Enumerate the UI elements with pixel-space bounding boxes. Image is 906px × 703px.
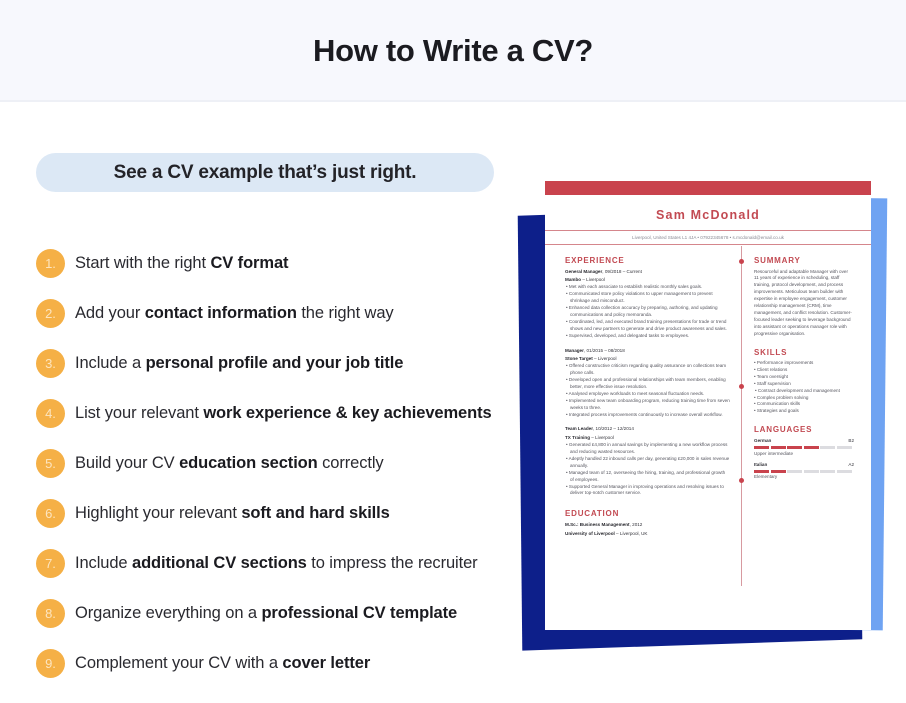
timeline-dot-icon	[739, 384, 744, 389]
skill-item: • Team oversight	[754, 373, 788, 379]
education-degree: M.Sc.: Business Management, 2012	[565, 521, 643, 527]
job-entry: Team Leader, 10/2012 – 12/2014 TX Training – Liverpool • Generated £4,800 in annual savings by implementing a new workflow process and reducing wasted resources. • Adeptly handled 22 inbound calls per day, generating £20,000 in sales revenue annually. • Managed team of 12, overseeing the hiring, training, and professional growth of employees. • Supported General Manager in improving operations and resolving issues to deliver top-notch customer service.	[565, 426, 730, 496]
skill-item: • Strategies and goals	[754, 408, 799, 414]
page-header	[0, 0, 906, 102]
steps-list	[36, 238, 516, 688]
timeline-dot-icon	[739, 478, 744, 483]
step-text: Build your CV education section correctly	[75, 453, 384, 472]
summary-text: Resourceful and adaptable Manager with over 11 years of experience in scheduling, staff training, protocol development, and process improvements. Meticulous team builder with expertise in employee engagement, customer relationship management (CRM), time management, and conflict resolution. Customer-focused leader seeking to leverage background into assistant or operations manager role with progressive organisation.	[754, 268, 852, 336]
cv-right-column	[754, 256, 854, 481]
education-heading: EDUCATION	[565, 509, 620, 519]
step-text: Complement your CV with a cover letter	[75, 653, 371, 672]
skill-item: • Communication skills	[754, 401, 801, 407]
skill-item: • Complex problem solving	[754, 394, 809, 400]
step-item-3[interactable]	[36, 338, 516, 388]
languages-heading: LANGUAGES	[754, 425, 813, 435]
job-entry: General Manager, 09/2018 – Current Mambo – Liverpool • Met with each associate to establish realistic monthly sales goals. • Communicated store policy violations to upper management to prevent shrinkage and misconduct. • Enhanced data collection accuracy by preparing, authoring, and updating communications and policy memoranda. • Coordinated, led, and executed brand training presentations for trade or trend shows and new partners to generate and drive product awareness and sales. • Supervised, developed, and delegated tasks to employees.	[565, 268, 727, 338]
step-item-4[interactable]	[36, 388, 516, 438]
step-number-badge: 2.	[36, 299, 65, 328]
cv-name: Sam McDonald	[656, 208, 760, 222]
skill-item: • Performance improvements	[754, 360, 814, 366]
step-item-7[interactable]	[36, 538, 516, 588]
step-number-badge: 5.	[36, 449, 65, 478]
language-item: German B2 Upper intermediate	[754, 437, 854, 456]
step-number-badge: 6.	[36, 499, 65, 528]
cv-example-button[interactable]: See a CV example that’s just right.	[36, 153, 494, 192]
step-number-badge: 1.	[36, 249, 65, 278]
experience-heading: EXPERIENCE	[565, 256, 625, 265]
step-text: Include additional CV sections to impress the recruiter	[75, 553, 478, 572]
cv-left-column	[565, 256, 730, 538]
step-number-badge: 8.	[36, 599, 65, 628]
skills-heading: SKILLS	[754, 347, 788, 357]
language-item: Italian A2 Elementary	[754, 461, 854, 480]
step-text: Organize everything on a professional CV template	[75, 603, 458, 622]
education-school: University of Liverpool – Liverpool, UK	[565, 530, 648, 536]
skill-item: • Contract development and management	[755, 387, 840, 393]
column-divider	[741, 246, 742, 586]
divider	[545, 230, 871, 231]
cv-accent-bar	[545, 181, 871, 195]
timeline-dot-icon	[739, 259, 744, 264]
step-text: Include a personal profile and your job title	[75, 353, 404, 372]
divider	[545, 244, 871, 245]
step-text: List your relevant work experience & key achievements	[75, 403, 492, 422]
job-entry: Manager, 01/2015 – 08/2018 Stone Target – Liverpool • Offered constructive criticism regarding quality assurance on collections team phone calls. • Developed open and professional relationships with team members, enabling better, more effective issue resolution. • Analysed employee workloads to meet seasonal fluctuation needs. • Implemented new team onboarding program, reducing training time from seven weeks to three. • Integrated process improvements continuously to increase overall workflow.	[565, 347, 730, 417]
step-item-8[interactable]	[36, 588, 516, 638]
skill-item: • Staff supervision	[754, 380, 791, 386]
step-item-6[interactable]	[36, 488, 516, 538]
cv-contact-line: Liverpool, United States L1 4JA • 07922345678 • s.mcdonald@email.co.uk	[632, 235, 784, 240]
step-number-badge: 7.	[36, 549, 65, 578]
language-level-bar	[754, 446, 854, 449]
step-item-1[interactable]	[36, 238, 516, 288]
skill-item: • Client relations	[754, 366, 788, 372]
summary-heading: SUMMARY	[754, 256, 801, 265]
step-text: Add your contact information the right way	[75, 303, 394, 322]
step-item-2[interactable]	[36, 288, 516, 338]
step-item-5[interactable]	[36, 438, 516, 488]
step-number-badge: 9.	[36, 649, 65, 678]
step-text: Highlight your relevant soft and hard skills	[75, 503, 390, 522]
step-number-badge: 3.	[36, 349, 65, 378]
language-level-bar	[754, 470, 854, 473]
step-text: Start with the right CV format	[75, 253, 289, 272]
step-number-badge: 4.	[36, 399, 65, 428]
page-title: How to Write a CV?	[313, 33, 593, 68]
step-item-9[interactable]	[36, 638, 516, 688]
